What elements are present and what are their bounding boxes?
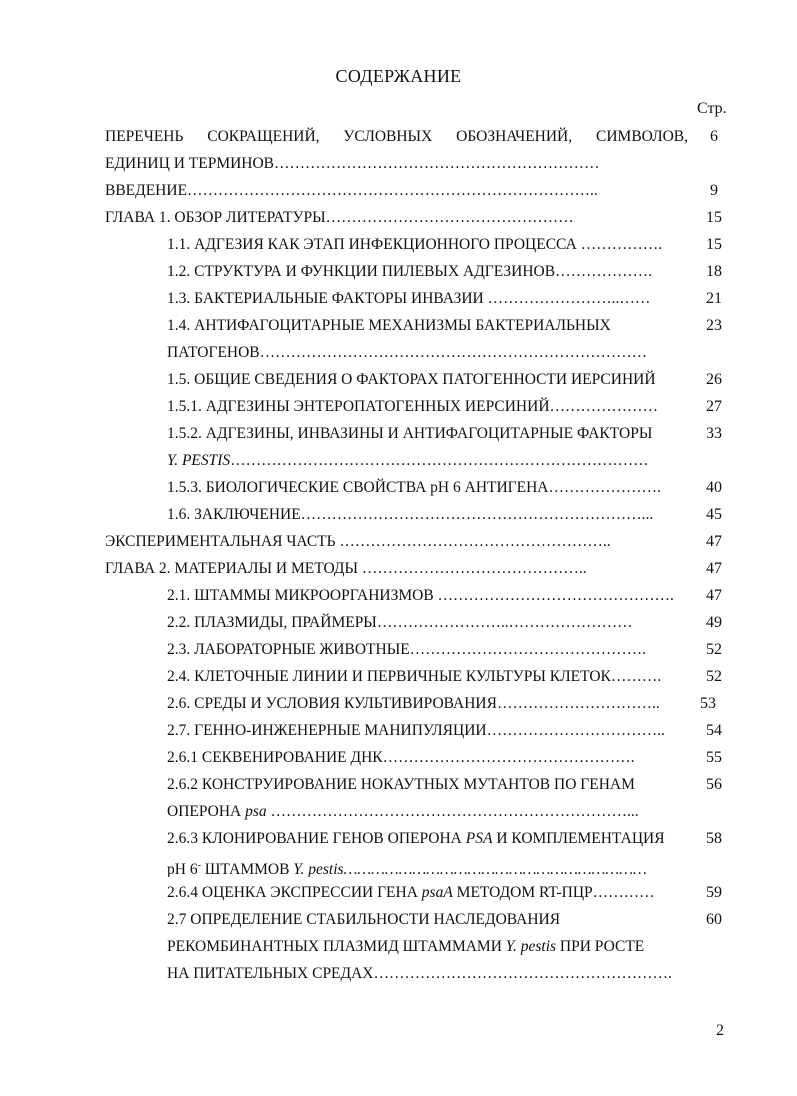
toc-entry[interactable] xyxy=(167,801,685,823)
toc-page: 23 xyxy=(706,317,722,334)
toc-page: 56 xyxy=(706,776,722,793)
toc-entry-text: 2.6.3 КЛОНИРОВАНИЕ ГЕНОВ ОПЕРОНА xyxy=(167,830,466,847)
toc-page: 18 xyxy=(706,263,722,280)
toc-page: 60 xyxy=(706,911,722,928)
toc-entry[interactable]: 1.5.3. БИОЛОГИЧЕСКИЕ СВОЙСТВА pH 6 АНТИГЕНА…………………. xyxy=(167,479,661,496)
toc-entry-italic: Y. pestis xyxy=(505,938,557,955)
page-title: СОДЕРЖАНИЕ xyxy=(335,66,462,86)
toc-entry[interactable]: 1.2. СТРУКТУРА И ФУНКЦИИ ПИЛЕВЫХ АДГЕЗИНОВ………………. xyxy=(167,263,652,280)
toc-entry-text: pH 6 xyxy=(167,861,198,877)
toc-page: 6 xyxy=(710,128,718,145)
toc-page: 52 xyxy=(706,668,722,685)
toc-page: 26 xyxy=(706,371,722,388)
toc-entry[interactable]: 2.6. СРЕДЫ И УСЛОВИЯ КУЛЬТИВИРОВАНИЯ………………………….. xyxy=(167,695,660,712)
toc-page: 54 xyxy=(706,722,722,739)
toc-page: 58 xyxy=(706,830,722,847)
toc-page: 47 xyxy=(706,560,722,577)
toc-entry-text-end: ПРИ РОСТЕ xyxy=(556,938,645,955)
toc-entry[interactable]: ПАТОГЕНОВ………………………………………………………………… xyxy=(167,344,648,361)
toc-entry-text-end: И КОМПЛЕМЕНТАЦИЯ xyxy=(492,830,665,847)
toc-page: 15 xyxy=(706,236,722,253)
toc-entry-italic: psa xyxy=(245,803,267,820)
toc-entry-dots: ………………………………………………………… xyxy=(343,861,647,877)
toc-entry-italic: Y. PESTIS xyxy=(167,452,231,469)
toc-entry-text: РЕКОМБИНАНТНЫХ ПЛАЗМИД ШТАММАМИ xyxy=(167,938,506,955)
toc-entry[interactable]: ЭКСПЕРИМЕНТАЛЬНАЯ ЧАСТЬ …………………………………………….. xyxy=(105,533,611,550)
toc-page: 47 xyxy=(706,587,722,604)
toc-page: 9 xyxy=(710,182,718,199)
toc-entry[interactable]: 2.7 ОПРЕДЕЛЕНИЕ СТАБИЛЬНОСТИ НАСЛЕДОВАНИЯ xyxy=(167,911,561,928)
toc-page: 45 xyxy=(706,506,722,523)
toc-entry[interactable] xyxy=(167,828,692,850)
toc-entry[interactable]: 1.5.1. АДГЕЗИНЫ ЭНТЕРОПАТОГЕННЫХ ИЕРСИНИЙ………………… xyxy=(167,398,659,415)
toc-entry-dots: ……………………………………………………………………… xyxy=(230,452,649,469)
toc-page: 55 xyxy=(706,749,722,766)
toc-entry[interactable] xyxy=(167,450,679,472)
toc-entry-text-mid: ШТАММОВ xyxy=(200,861,294,877)
toc-page: 33 xyxy=(706,425,722,442)
toc-entry[interactable]: 2.4. КЛЕТОЧНЫЕ ЛИНИИ И ПЕРВИЧНЫЕ КУЛЬТУРЫ КЛЕТОК………. xyxy=(167,668,662,685)
toc-entry[interactable] xyxy=(167,936,682,958)
toc-entry[interactable]: 1.1. АДГЕЗИЯ КАК ЭТАП ИНФЕКЦИОННОГО ПРОЦЕССА ……………. xyxy=(167,236,663,253)
toc-entry[interactable]: ВВЕДЕНИЕ…………………………………………………………………….. xyxy=(105,182,598,199)
toc-page: 53 xyxy=(700,695,716,712)
toc-entry[interactable]: 1.5.2. АДГЕЗИНЫ, ИНВАЗИНЫ И АНТИФАГОЦИТАРНЫЕ ФАКТОРЫ xyxy=(167,425,653,442)
toc-entry[interactable]: 2.3. ЛАБОРАТОРНЫЕ ЖИВОТНЫЕ………………………………………. xyxy=(167,641,647,658)
toc-entry-italic: psaA xyxy=(421,884,453,901)
toc-entry-italic: Y. pestis xyxy=(293,861,344,877)
toc-entry[interactable]: ЕДИНИЦ И ТЕРМИНОВ……………………………………………………… xyxy=(105,155,600,172)
toc-entry-dots: ……………………………………………………………... xyxy=(266,803,639,820)
toc-entry-superscript: - xyxy=(197,860,201,871)
toc-page: 15 xyxy=(706,209,722,226)
toc-page: 49 xyxy=(706,614,722,631)
toc-page: 40 xyxy=(706,479,722,496)
toc-entry[interactable]: 1.3. БАКТЕРИАЛЬНЫЕ ФАКТОРЫ ИНВАЗИИ ……………………..…… xyxy=(167,290,651,307)
toc-entry[interactable]: 1.6. ЗАКЛЮЧЕНИЕ…………………………………………………………... xyxy=(167,506,654,523)
page-column-header: Стр. xyxy=(697,100,727,117)
toc-page: 52 xyxy=(706,641,722,658)
toc-entry[interactable]: ПЕРЕЧЕНЬ СОКРАЩЕНИЙ, УСЛОВНЫХ ОБОЗНАЧЕНИЙ, СИМВОЛОВ, xyxy=(105,128,688,145)
toc-entry[interactable]: 2.1. ШТАММЫ МИКРООРГАНИЗМОВ ………………………………………. xyxy=(167,587,674,604)
toc-page: 21 xyxy=(706,290,722,307)
toc-entry[interactable]: 1.5. ОБЩИЕ СВЕДЕНИЯ О ФАКТОРАХ ПАТОГЕННОСТИ ИЕРСИНИЙ xyxy=(167,371,656,388)
page-number: 2 xyxy=(716,1022,724,1039)
toc-page: 59 xyxy=(706,884,722,901)
toc-entry-text: ОПЕРОНА xyxy=(167,803,246,820)
toc-entry[interactable]: 2.6.2 КОНСТРУИРОВАНИЕ НОКАУТНЫХ МУТАНТОВ ПО ГЕНАМ xyxy=(167,776,635,793)
toc-page: 27 xyxy=(706,398,722,415)
toc-entry-italic: PSA xyxy=(465,830,493,847)
toc-entry-text-end: МЕТОДОМ RT-ПЦР………… xyxy=(452,884,655,901)
toc-entry[interactable] xyxy=(167,855,679,877)
toc-entry[interactable]: 1.4. АНТИФАГОЦИТАРНЫЕ МЕХАНИЗМЫ БАКТЕРИАЛЬНЫХ xyxy=(167,317,611,334)
toc-page: 47 xyxy=(706,533,722,550)
toc-entry[interactable] xyxy=(167,882,679,904)
toc-entry[interactable]: 2.2. ПЛАЗМИДЫ, ПРАЙМЕРЫ……………………..…………………… xyxy=(167,614,633,631)
toc-entry[interactable]: НА ПИТАТЕЛЬНЫХ СРЕДАХ…………………………………………………. xyxy=(167,965,672,982)
toc-entry-text: 2.6.4 ОЦЕНКА ЭКСПРЕССИИ ГЕНА xyxy=(167,884,422,901)
toc-entry[interactable]: ГЛАВА 1. ОБЗОР ЛИТЕРАТУРЫ………………………………………… xyxy=(105,209,574,226)
toc-entry[interactable]: 2.6.1 СЕКВЕНИРОВАНИЕ ДНК…………………………………………. xyxy=(167,749,635,766)
toc-entry[interactable]: ГЛАВА 2. МАТЕРИАЛЫ И МЕТОДЫ …………………………………….. xyxy=(105,560,587,577)
toc-entry[interactable]: 2.7. ГЕННО-ИНЖЕНЕРНЫЕ МАНИПУЛЯЦИИ…………………………….. xyxy=(167,722,665,739)
